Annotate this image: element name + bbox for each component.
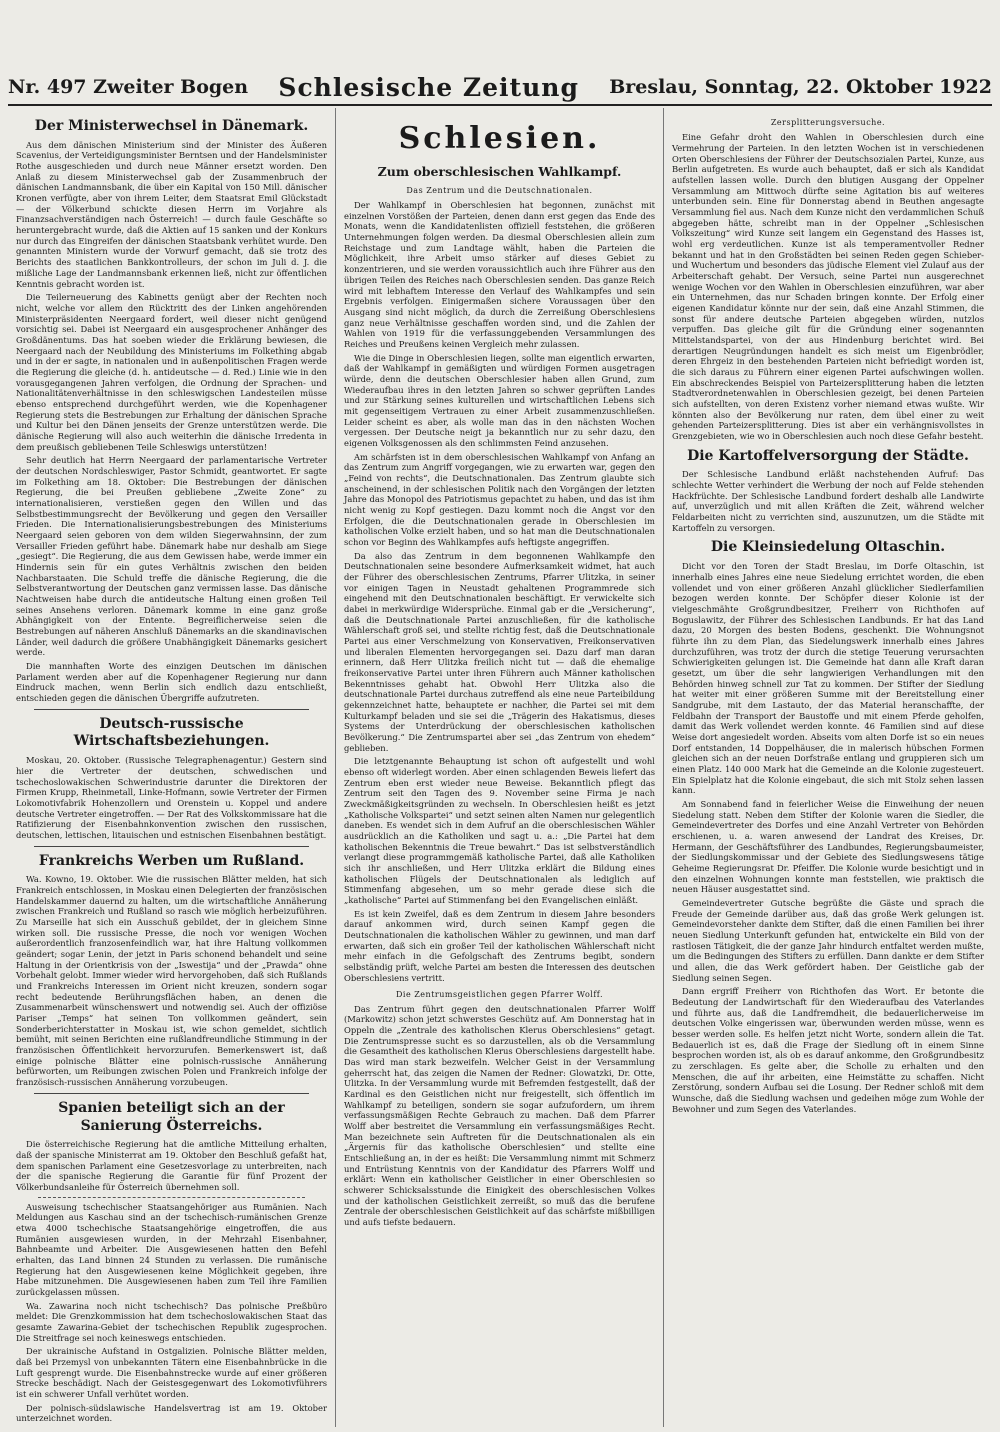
paragraph: Es ist kein Zweifel, daß es dem Zentrum in diesem Jahre besonders darauf ankommen wird, durch seinen Kampf gegen die Deutschnationalen die katholischen Wähler zu gewinnen, und man darf erwarten, daß sich ein großer Teil der katholischen Wählerschaft nicht mehr einfach in die Gefolgschaft des Zentrums begibt, sondern selbständig prüft, welche Partei am besten die Interessen des deutschen Oberschlesiens vertritt. — [344, 908, 655, 983]
paragraph: Ausweisung tschechischer Staatsangehöriger aus Rumänien. Nach Meldungen aus Kaschau sind an der tschechisch-rumänischen Grenze etwa 4000 tschechische Staatsangehörige eingetroffen, die aus Rumänien ausgewiesen wurden, in der Mehrzahl Eisenbahner, Bahnbeamte und Arbeiter. Die Ausgewiesenen hatten den Befehl erhalten, das Land binnen 24 Stunden zu verlassen. Die rumänische Regierung hat den Ausgewiesenen keine Möglichkeit gegeben, ihre Habe mitzunehmen. Die Ausgewiesenen haben zum Teil ihre Familien zurückgelassen müssen. — [16, 1201, 327, 1298]
column-left — [8, 108, 336, 1427]
divider — [34, 709, 309, 710]
article-subtitle: Die Zentrumsgeistlichen gegen Pfarrer Wolff. — [396, 989, 603, 999]
masthead — [8, 70, 992, 106]
article-title: Zum oberschlesischen Wahlkampf. — [377, 164, 622, 180]
article-subtitle: Zersplitterungsversuche. — [770, 118, 886, 127]
paragraph: Der Wahlkampf in Oberschlesien hat begonnen, zunächst mit einzelnen Vorstößen der Parteien, denen dann erst gegen das Ende des Monats, wenn die Kandidatenlisten offiziell feststehen, die größeren Unternehmungen folgen werden. Da diesmal Oberschlesien allein zum Reichstage und zum Landtage wählt, haben die Parteien die Möglichkeit, ihre Arbeit umso stärker auf dieses Gebiet zu konzentrieren, und sie werden voraussichtlich auch ihre Führer aus den übrigen Teilen des Reiches nach Oberschlesien senden. Das ganze Reich wird mit lebhaftem Interesse den Verlauf des Wahlkampfes und sein Ergebnis verfolgen. Einigermaßen sichere Voraussagen über den Ausgang sind nicht möglich, da durch die Zerreißung Oberschlesiens ganz neue Verhältnisse geschaffen worden sind, und die Zahlen der Wahlen von 1919 für die verfassunggebenden Versammlungen des Reiches und Preußens keinen Vergleich mehr zulassen. — [344, 200, 655, 349]
paragraph: Am schärfsten ist in dem oberschlesischen Wahlkampf von Anfang an das Zentrum zum Angriff vorgegangen, wie zu erwarten war, gegen den „Feind von rechts“, die Deutschnationalen. Das Zentrum glaubte sich anscheinend, in der schlesischen Politik nach den Vorgängen der letzten Jahre das Monopol des Patriotismus gepachtet zu haben, und das ist ihm nicht wenig zu Kopf gestiegen. Dazu kommt noch die Angst vor den Erfolgen, die die Deutschnationalen gerade in Oberschlesien im katholischen Volke erzielt haben, und so hat man die Deutschnationalen schon vor Beginn des Wahlkampfes aufs heftigste angegriffen. — [344, 451, 655, 547]
paragraph: Aus dem dänischen Ministerium sind der Minister des Äußeren Scavenius, der Verteidigungsminister Berntsen und der Handelsminister Rothe ausgeschieden und durch neue Männer ersetzt worden. Den Anlaß zu diesem Ministerwechsel gab der Zusammenbruch der dänischen Landmannsbank, die über ein Kapital von 150 Mill. dänischer Kronen verfügte, aber von ihrem Leiter, dem Staatsrat Emil Glückstadt — der Völkerbund schickte diesen Herrn im Vorjahre als Finanzsachverständigen nach Österreich! — durch faule Geschäfte so heruntergebracht wurde, daß die Aktien auf 15 sanken und der Konkurs nur durch das Eingreifen der dänischen Staatsbank verhütet wurde. Den genannten Ministern wurde der Vorwurf gemacht, daß sie trotz des Berichts des staatlichen Bankkontrolleurs, der schon im Juli d. J. die mißliche Lage der Landmannsbank erkennen ließ, nicht zur öffentlichen Kenntnis gebracht worden ist. — [16, 139, 327, 289]
article-title: Die Kleinsiedelung Oltaschin. — [710, 539, 946, 556]
paragraph: Wie die Dinge in Oberschlesien liegen, sollte man eigentlich erwarten, daß der Wahlkampf in gemäßigten und würdigen Formen ausgetragen würde, denn die deutschen Oberschlesier haben allen Grund, zum Wiederaufbau ihres in den letzten Jahren so schwer geprüften Landes und zur Stärkung seines kulturellen und wirtschaftlichen Lebens sich mit gegenseitigem Vertrauen zu einer Arbeit zusammenzuschließen. Leider scheint es aber, als wolle man das in den nächsten Wochen vergessen. Der Deutsche neigt ja bekanntlich nur zu sehr dazu, den eigenen Volksgenossen als den schlimmsten Feind anzusehen. — [344, 352, 655, 448]
paragraph: Der ukrainische Aufstand in Ostgalizien. Polnische Blätter melden, daß bei Przemysl von unbekannten Tätern eine Eisenbahnbrücke in die Luft gesprengt wurde. Die Eisenbahnstrecke wurde auf einer größeren Strecke beschädigt. Nach der Geistesgegenwart des Lokomotivführers ist ein schwerer Unfall verhütet worden. — [16, 1346, 327, 1400]
paragraph: Wa. Zawarina noch nicht tschechisch? Das polnische Preßbüro meldet: Die Grenzkommission hat dem tschechoslowakischen Staat das gesamte Zawarina-Gebiet der tschechischen Republik zugesprochen. Die Streitfrage sei noch keineswegs entschieden. — [16, 1300, 327, 1343]
paragraph: Dann ergriff Freiherr von Richthofen das Wort. Er betonte die Bedeutung der Landwirtschaft für den Wiederaufbau des Vaterlandes und führte aus, daß die Landfremdheit, die bedauerlicherweise im deutschen Volke eingerissen war, überwunden werden müsse, wenn es besser werden solle. Es helfen jetzt nicht Worte, sondern allein die Tat. Bedauerlich ist es, daß die Frage der Siedlung oft in einem Sinne besprochen worden ist, als ob es darauf ankomme, den Großgrundbesitz zu zerschlagen. Es gelte aber, die Scholle zu erhalten und den Menschen, die auf ihr arbeiten, eine Heimstätte zu schaffen. Nicht Zerstörung, sondern Aufbau sei die Losung. Der Redner schloß mit dem Wunsche, daß die Siedlung wachsen und gedeihen möge zum Wohle der Bewohner und zum Segen des Vaterlandes. — [672, 986, 984, 1114]
paragraph: Dicht vor den Toren der Stadt Breslau, im Dorfe Oltaschin, ist innerhalb eines Jahres eine neue Siedelung errichtet worden, die eben vollendet und von einer größeren Anzahl glücklicher Siedlerfamilien bezogen werden konnte. Der Schöpfer dieser Kolonie ist der vielgeschmähte Großgrundbesitzer, Freiherr von Richthofen auf Boguslawitz, der Führer des Schlesischen Landbunds. Er hat das Land dazu, 20 Morgen des besten Bodens, geschenkt. Die Wohnungsnot führte ihn zu dem Plan, das Siedelungswerk innerhalb eines Jahres durchzuführen, was trotz der durch die stetige Teuerung verursachten Schwierigkeiten gelungen ist. Die Gemeinde hat dann alle Kraft daran gesetzt, um über die sehr langwierigen Verhandlungen mit den Behörden hinweg schnell zur Tat zu kommen. Der Stifter der Siedlung hat weiter mit einer größeren Summe mit der Bereitstellung einer Sandgrube, mit dem Lastauto, der das Material heranschaffte, der Feldbahn der Transport der Baustoffe und mit einem Pferde geholfen, damit das Werk vollendet werden konnte. 46 Familien sind auf diese Weise dort angesiedelt worden. Abseits vom alten Dorfe ist so ein neues Dorf entstanden, 14 Doppelhäuser, die in malerisch hübschen Formen gleichen sich an der neuen Dorfstraße entlang und gruppieren sich um einen Platz. 140 000 Mark hat die Gemeinde an die Kolonie zugesteuert. Ein Spielplatz hat die Kolonie eingebaut, die sich mit Stolz sehen lassen kann. — [672, 561, 984, 796]
paragraph: Die mannhaften Worte des einzigen Deutschen im dänischen Parlament werden aber auf die Kopenhagener Regierung nur dann Eindruck machen, wenn Berlin sich endlich dazu entschließt, entschieden gegen die dänischen Übergriffe aufzutreten. — [16, 661, 327, 704]
paragraph: Der Schlesische Landbund erläßt nachstehenden Aufruf: Das schlechte Wetter verhindert die Werbung der noch auf Felde stehenden Hackfrüchte. Der Schlesische Landbund fordert deshalb alle Landwirte auf, unverzüglich und mit allen Kräften die Zeit, während welcher Feldarbeiten nicht zu verrichten sind, auszunutzen, um die Städte mit Kartoffeln zu versorgen. — [672, 469, 984, 533]
article-title: Spanien beteiligt sich an der Sanierung Österreichs. — [58, 1099, 285, 1134]
paragraph: Sehr deutlich hat Herrn Neergaard der parlamentarische Vertreter der deutschen Nordschleswiger, Pastor Schmidt, geantwortet. Er sagte im Folkething am 18. Oktober: Die Bestrebungen der dänischen Regierung, die bei Preußen gebliebene „Zweite Zone“ zu internationalisieren, verstießen gegen den Willen und das Selbstbestimmungsrecht der Bevölkerung und gegen den Versailler Frieden. Die Internationalisierungsbestrebungen des Ministeriums Neergaard seien geboren von dem wilden Siegerwahnsinn, der zum Versailler Frieden geführt habe. Dänemark habe nur deshalb am Siege „gesiegt“. Die Regierung, die aus dem Gewissen habe, werde immer ein Hindernis sein für ein gutes Verhältnis zwischen den beiden Nachbarstaaten. Die Schuld treffe die dänische Regierung, die die Selbstverantwortung der Deutschen ganz vermissen lasse. Das dänische Nachtweisen habe durch die antideutsche Haltung einen großen Teil seines Ansehens verloren. Dänemark komme in eine ganz große Abhängigkeit von der Entente. Begreiflicherweise seien die Bestrebungen auf näheren Anschluß Dänemarks an die skandinavischen Länder, weil dadurch die größere Unabhängigkeit Dänemarks gesichert werde. — [16, 455, 327, 658]
paragraph: Das Zentrum führt gegen den deutschnationalen Pfarrer Wolff (Markowitz) schon jetzt schwerstes Geschütz auf. Am Donnerstag hat in Oppeln die „Zentrale des katholischen Klerus Oberschlesiens“ getagt. Die Zentrumspresse sucht es so darzustellen, als ob die Versammlung die Gesamtheit des katholischen Klerus Oberschlesiens dargestellt habe. Das wird man stark bezweifeln. Welcher Geist in der Versammlung geherrscht hat, das zeigen die Namen der Redner: Glowatzki, Dr. Otte, Ulitzka. In der Versammlung wurde mit Befremden festgestellt, daß der Kardinal es den Geistlichen nicht nur freigestellt, sich öffentlich im Wahlkampf zu beteiligen, sondern sie sogar aufzufordern, um ihrem verfassungsmäßigen Rechte Gebrauch zu machen. Daß dem Pfarrer Wolff aber bestreitet die Versammlung ein verfassungsmäßiges Recht. Man bezeichnete sein Auftreten für die Deutschnationalen als ein „Ärgernis für das katholische Oberschlesien“ und stellte eine Entschließung an, in der es heißt: Die Versammlung nimmt mit Schmerz und Entrüstung Kenntnis von der Kandidatur des Pfarrers Wolff und erklärt: Wenn ein katholischer Geistlicher in einer Oberschlesien so schwerer Schicksalsstunde die Einigkeit des oberschlesischen Volkes und der katholischen Geistlichkeit zerreißt, so muß das die berufene Zentrale der oberschlesischen Geistlichkeit auf das schärfste mißbilligen und aufs tiefste bedauern. — [344, 1003, 655, 1228]
paragraph: Die letztgenannte Behauptung ist schon oft aufgestellt und wohl ebenso oft widerlegt worden. Aber einen schlagenden Beweis liefert das Zentrum eben erst wieder neue Beweise. Bekanntlich pflegt das Zentrum seit den Tagen des 9. November seine Firma je nach Zweckmäßigkeitsgründen zu wechseln. In Oberschlesien heißt es jetzt „Katholische Volkspartei“ und setzt seinen alten Namen nur gelegentlich daneben. Es wendet sich in dem Aufruf an die oberschlesischen Wähler ausdrücklich an die Katholiken und sagt u. a.: „Die Partei hat dem katholischen Bekenntnis die Treue bewahrt.“ Das ist selbstverständlich verlangt diese programmgemäß katholische Partei, daß alle Katholiken sich ihr anschließen, und Herr Ulitzka erklärt die Bildung eines katholischen Flügels der Deutschnationalen als lediglich auf Stimmenfang abgesehen, um so mehr gerade diese sich die „katholische“ Partei auf Stimmenfang bei den Evangelischen einläßt. — [344, 756, 655, 906]
article-subtitle: Das Zentrum und die Deutschnationalen. — [406, 185, 593, 195]
issue-number: Nr. 497 Zweiter Bogen — [8, 76, 249, 98]
columns — [8, 108, 992, 1424]
section-title: Schlesien. — [398, 121, 601, 156]
column-right — [664, 108, 992, 1427]
article-title: Deutsch-russische Wirtschaftsbeziehungen. — [73, 715, 270, 750]
article-title: Der Ministerwechsel in Dänemark. — [34, 118, 309, 134]
paragraph: Moskau, 20. Oktober. (Russische Telegraphenagentur.) Gestern sind hier die Vertreter der deutschen, schwedischen und tschechoslowakischen Schwerindustrie darunter die Direktoren der Firmen Krupp, Rheinmetall, Linke-Hofmann, sowie Vertreter der Firmen Lokomotivfabrik Hohenzollern und Orenstein u. Koppel und andere deutsche Vertreter eingetroffen. — Der Rat des Volkskommissare hat die Ratifizierung der Eisenbahnkonvention zwischen den russischen, deutschen, lettischen, litauischen und estnischen Eisenbahnen bestätigt. — [16, 755, 327, 840]
article-title: Frankreichs Werben um Rußland. — [38, 852, 305, 869]
paragraph: Die österreichische Regierung hat die amtliche Mitteilung erhalten, daß der spanische Ministerrat am 19. Oktober den Beschluß gefaßt hat, dem spanischen Parlament eine Gesetzesvorlage zu unterbreiten, nach der die spanische Regierung die Garantie für fünf Prozent der Völkerbundsanleihe für Österreich übernehmen soll. — [16, 1139, 327, 1193]
newspaper-title: Schlesische Zeitung — [278, 72, 579, 102]
divider — [34, 1093, 309, 1094]
dateline: Breslau, Sonntag, 22. Oktober 1922 — [609, 76, 992, 98]
column-middle — [336, 108, 664, 1427]
paragraph: Am Sonnabend fand in feierlicher Weise die Einweihung der neuen Siedelung statt. Neben dem Stifter der Kolonie waren die Siedler, die Gemeindevertreter des Dorfes und eine Anzahl Vertreter von Behörden erschienen, u. a. waren anwesend der Landrat des Kreises, Dr. Hermann, der Geschäftsführer des Landbundes, Regierungsbaumeister, der Siedlungskommissar und der Gebiete des Siedlungswesens tätige Geheime Regierungsrat Dr. Pfeiffer. Die Kolonie wurde besichtigt und in den einzelnen Wohnungen konnte man feststellen, wie praktisch die neuen Häuser ausgestattet sind. — [672, 798, 984, 895]
paragraph: Die Teilerneuerung des Kabinetts genügt aber der Rechten noch nicht, welche vor allem den Rücktritt des der Linken angehörenden Ministerpräsidenten Neergaard fordert, weil dieser nicht genügend vorsichtig sei. Dabei ist Neergaard ein ausgesprochener Anhänger des Großdänentums. Das hat soeben wieder die Erklärung bewiesen, die Neergaard nach der Neubildung des Ministeriums im Folkething abgab und in der er sagte, in nationalen und in außenpolitischen Fragen werde die Regierung die gleiche (d. h. antideutsche — d. Red.) Linie wie in den vorausgegangenen Jahren verfolgen, die Ordnung der Sprachen- und Nationalitätenverhältnisse in den schleswigschen Landesteilen müsse ebenso entsprechend durchgeführt werden, wie die Kopenhagener Regierung stets die Bestrebungen zur Erhaltung der dänischen Sprache und Kultur bei den Dänen jenseits der Grenze unterstützen werde. Die dänische Regierung will also auch weiterhin die dänische Irredenta in dem preußisch gebliebenen Teile Schleswigs unterstützen! — [16, 292, 327, 452]
article-title: Die Kartoffelversorgung der Städte. — [687, 447, 969, 464]
paragraph: Der polnisch-südslawische Handelsvertrag ist am 19. Oktober unterzeichnet worden. — [16, 1402, 327, 1424]
paragraph: Da also das Zentrum in dem begonnenen Wahlkampfe den Deutschnationalen seine besondere Aufmerksamkeit widmet, hat auch der Führer des oberschlesischen Zentrums, Pfarrer Ulitzka, in seiner vor einigen Tagen in Neustadt gehaltenen Programmrede sich eingehend mit den Deutschnationalen beschäftigt. Er verwickelte sich dabei in merkwürdige Widersprüche. Einmal gab er die „Versicherung“, daß die Deutschnationale Partei anzuschließen, für die katholische Wählerschaft groß sei, und stellte richtig fest, daß die Deutschnationale Partei aus einer Verschmelzung von Konservativen, Freikonservativen und liberalen Elementen hervorgegangen sei. Dazu darf man daran erinnern, daß Herr Ulitzka freilich nicht tut — daß die ehemalige freikonservative Partei unter ihren Führern auch Männer katholischen Bekenntnisses gehabt hat. Obwohl Herr Ulitzka also die deutschnationale Partei durchaus zutreffend als eine neue Parteibildung gekennzeichnet hatte, behauptete er nachher, die Partei sei mit dem Kulturkampf beladen und sie sei die „Trägerin des Hakatismus, dieses Systems der Unterdrückung der oberschlesischen katholischen Bevölkerung.“ Die Zentrumspartei aber sei „das Zentrum von ehedem“ geblieben. — [344, 550, 655, 753]
paragraph: Eine Gefahr droht den Wahlen in Oberschlesien durch eine Vermehrung der Parteien. In den letzten Wochen ist in verschiedenen Orten Oberschlesiens der Führer der Deutschsozialen Partei, Kunze, aus Berlin aufgetreten. Es wurde auch behauptet, daß er sich als Kandidat aufstellen lassen wolle. Durch den blutigen Ausgang der Oppelner Versammlung am Mittwoch dürfte seine Agitation bis auf weiteres unterbunden sein. Eine für Donnerstag abend in Beuthen angesagte Versammlung fiel aus. Nach dem Kunze nicht den verdammlichen Schuß abgegeben hätte, schreibt man in der Oppelner „Schlesischen Volkszeitung“ wird Kunze seit langem ein Gegenstand des Hasses ist, wohl erg verdeutlichen. Kunze ist als temperamentvoller Redner bekannt und hat in den Großstädten bei seinen Reden gegen Schieber- und Wuchertum und besonders das jüdische Element viel Zulauf aus der Arbeiterschaft gehabt. Der Versuch, seine Partei nun ausgerechnet wenige Wochen vor den Wahlen in Oberschlesien einzuführen, war aber ein Unternehmen, das nur Schaden bringen konnte. Der Erfolg einer eigenen Kandidatur könnte nur der sein, daß eine Anzahl Stimmen, die sonst für andere deutsche Parteien abgegeben würden, nutzlos verpuffen. Das gleiche gilt für die Gründung einer sogenannten Mittelstandspartei, von der aus Hindenburg berichtet wird. Bei derartigen Neugründungen handelt es sich meist um Eigenbrödler, deren Ehrgeiz in den bestehenden Parteien nicht befriedigt worden ist, die sich daraus zu Führern einer eigenen Partei aufschwingen wollen. Ein abschreckendes Beispiel von Parteizersplitterung haben die letzten Stadtverordnetenwahlen in Oberschlesien gezeigt, bei denen Parteien sich aufstellten, von deren Existenz vorher niemand etwas wußte. Wir könnten also der Bevölkerung nur raten, dem übel einer zu weit gehenden Parteizersplitterung. Dies ist aber ein verhängnisvollstes in Grenzgebieten, wie wo in Oberschlesien auch noch diese Gefahr besteht. — [672, 132, 984, 441]
paragraph: Wa. Kowno, 19. Oktober. Wie die russischen Blätter melden, hat sich Frankreich entschlossen, in Moskau einen Delegierten der französischen Handelskammer dauernd zu halten, um die wirtschaftliche Annäherung zwischen Frankreich und Rußland so rasch wie möglich herbeizuführen. Zu Marseille hat sich ein Ausschuß gebildet, der in gleichem Sinne wirken soll. Die russische Presse, die noch vor wenigen Wochen außerordentlich franzosenfeindlich war, hat ihre Haltung vollkommen geändert; sogar Lenin, der jetzt in Paris schonend behandelt und seine Haltung in der Orientkrisis von der „Iswestija“ und der „Prawda“ ohne Vorbehalt gelobt. Immer wieder wird hervorgehoben, daß sich Rußlands und Frankreichs Interessen im Orient nicht kreuzen, sondern sogar recht bedeutende Berührungsflächen haben, an denen die Zusammenarbeit wünschenswert und notwendig sei. Auch der offiziöse Pariser „Temps“ hat seinen Ton vollkommen geändert, sein Sonderberichterstatter in Moskau ist, wie schon gemeldet, sichtlich bemüht, mit seinen Berichten eine rußlandfreundliche Stimmung in der französischen Öffentlichkeit hervorzurufen. Bemerkenswert ist, daß einige polnische Blätter eine polnisch-russische Annäherung befürworten, um Reibungen zwischen Polen und Frankreich infolge der französisch-russischen Annäherung vorzubeugen. — [16, 874, 327, 1088]
paragraph: Gemeindevertreter Gutsche begrüßte die Gäste und sprach die Freude der Gemeinde darüber aus, daß das große Werk gelungen ist. Gemeindevorsteher dankte dem Stifter, daß die einen Familien bei ihrer neuen Siedlung Unterkunft gefunden hat, entwickelte ein Bild von der rastlosen Tätigkeit, die der ganze Jahr hindurch entfaltet werden mußte, um die Bedingungen des Stifters zu erfüllen. Dann dankte er dem Stifter und allen, die das Werk gefördert haben. Der Geistliche gab der Siedlung seinen Segen. — [672, 898, 984, 983]
divider — [34, 846, 309, 847]
divider — [38, 1197, 305, 1198]
